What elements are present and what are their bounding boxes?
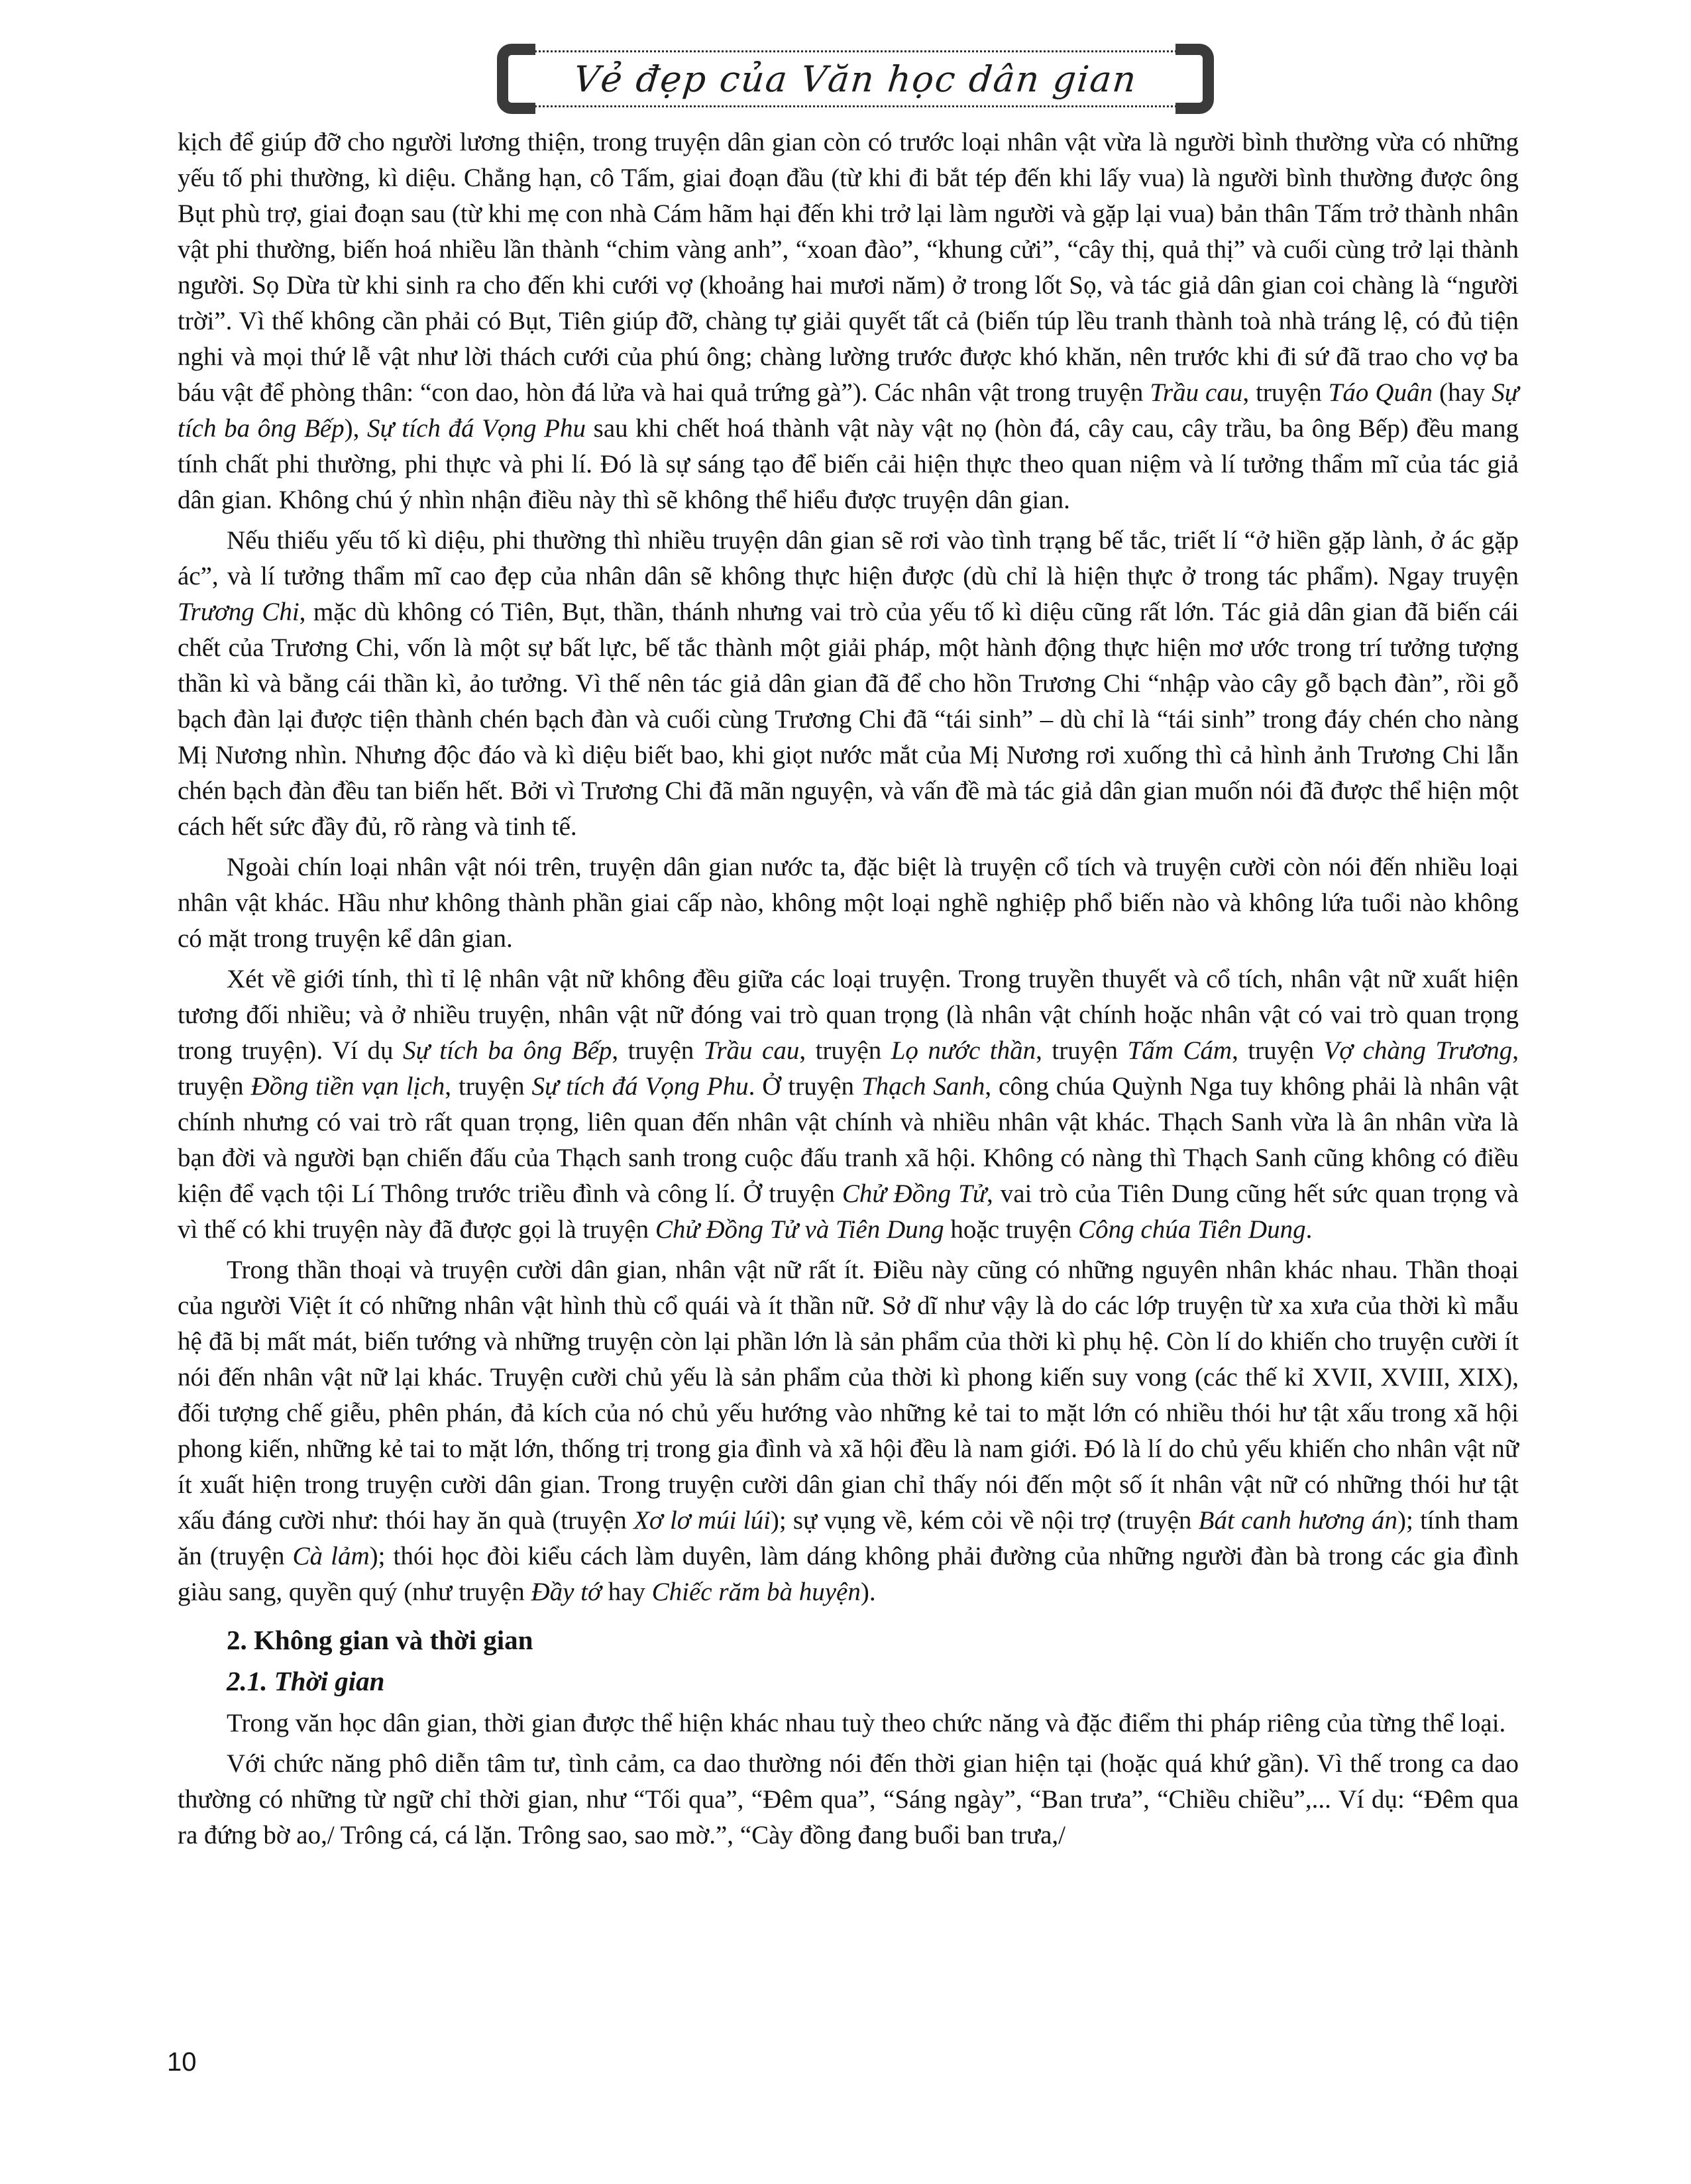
text-run: , mặc dù không có Tiên, Bụt, thần, thánh nhưng vai trò của yếu tố kì diệu cũng rất lớn. Tác giả dân gian đã biến cái chết của Trương Chi, vốn là một sự bất lực, bế tắc thành một giải pháp, một hành động thực hiện mơ ước trong trí tưởng tượng thần kì và bằng cái thần kì, ảo tưởng. Vì thế nên tác giả dân gian đã để cho hồn Trương Chi “nhập vào cây gỗ bạch đàn”, rồi gỗ bạch đàn lại được tiện thành chén bạch đàn và cuối cùng Trương Chi đã “tái sinh” – dù chỉ là “tái sinh” trong đáy chén cho nàng Mị Nương nhìn. Nhưng độc đáo và kì diệu biết bao, khi giọt nước mắt của Mị Nương rơi xuống thì cả hình ảnh Trương Chi lẫn chén bạch đàn đều tan biến hết. Bởi vì Trương Chi đã mãn nguyện, và vấn đề mà tác giả dân gian muốn nói đã được thể hiện một cách hết sức đầy đủ, rõ ràng và tinh tế. — [178, 598, 1519, 841]
story-title-italic: Đồng tiền vạn lịch — [250, 1072, 445, 1101]
paragraph — [178, 1746, 1519, 1853]
story-title-italic: Sự tích ba ông Bếp — [403, 1036, 612, 1065]
text-run: 2.1. Thời gian — [227, 1666, 385, 1696]
paragraph — [178, 1706, 1519, 1741]
text-run: 2. Không gian và thời gian — [227, 1625, 533, 1655]
text-run: Nếu thiếu yếu tố kì diệu, phi thường thì nhiều truyện dân gian sẽ rơi vào tình trạng bế tắc, triết lí “ở hiền gặp lành, ở ác gặp ác”, và lí tưởng thẩm mĩ cao đẹp của nhân dân sẽ không thực hiện được (dù chỉ là hiện thực ở trong tác phẩm). Ngay truyện — [178, 526, 1519, 590]
text-run: . Ở truyện — [748, 1072, 861, 1101]
text-run: ); thói học đòi kiểu cách làm duyên, làm dáng không phải đường của những người đàn bà trong các gia đình giàu sang, quyền quý (như truyện — [178, 1542, 1519, 1606]
story-title-italic: Trầu cau — [1150, 378, 1243, 407]
text-run: sau khi chết hoá thành vật này vật nọ (hòn đá, cây cau, cây trầu, ba ông Bếp) đều mang tính chất phi thường, phi thực và phi lí. Đó là sự sáng tạo để biến cải hiện thực theo quan niệm và lí tưởng thẩm mĩ của tác giả dân gian. Không chú ý nhìn nhận điều này thì sẽ không thể hiểu được truyện dân gian. — [178, 414, 1519, 514]
text-run: . — [1305, 1215, 1313, 1244]
text-run: Trong thần thoại và truyện cười dân gian, nhân vật nữ rất ít. Điều này cũng có những nguyên nhân khác nhau. Thần thoại của người Việt ít có những nhân vật hình thù cổ quái và ít thần nữ. Sở dĩ như vậy là do các lớp truyện từ xa xưa của thời kì mẫu hệ đã bị mất mát, biến tướng và những truyện còn lại phần lớn là sản phẩm của thời kì phụ hệ. Còn lí do khiến cho truyện cười ít nói đến nhân vật nữ lại khác. Truyện cười chủ yếu là sản phẩm của thời kì phong kiến suy vong (các thế kỉ XVII, XVIII, XIX), đối tượng chế giễu, phên phán, đả kích của nó chủ yếu hướng vào những kẻ tai to mặt lớn có nhiều thói hư tật xấu trong xã hội phong kiến, những kẻ tai to mặt lớn, thống trị trong gia đình và xã hội đều là nam giới. Đó là lí do chủ yếu khiến cho nhân vật nữ ít xuất hiện trong truyện cười dân gian. Trong truyện cười dân gian chỉ thấy nói đến một số ít nhân vật nữ có những thói hư tật xấu đáng cười như: thói hay ăn quà (truyện — [178, 1256, 1519, 1535]
story-title-italic: Sự tích đá Vọng Phu — [531, 1072, 749, 1101]
text-run: , truyện — [1242, 378, 1329, 407]
left-bracket-ornament — [497, 44, 535, 114]
running-head-title: Vẻ đẹp của Văn học dân gian — [571, 58, 1140, 100]
page-number: 10 — [167, 2048, 197, 2077]
story-title-italic: Tấm Cám — [1127, 1036, 1232, 1065]
document-body — [178, 125, 1519, 1853]
story-title-italic: Cà lảm — [292, 1542, 370, 1570]
story-title-italic: Đầy tớ — [531, 1578, 602, 1606]
story-title-italic: Chiếc răm bà huyện — [651, 1578, 861, 1606]
story-title-italic: Thạch Sanh — [861, 1072, 985, 1101]
text-run: , truyện — [1232, 1036, 1324, 1065]
text-run: ); sự vụng về, kém cỏi về nội trợ (truyện — [770, 1506, 1199, 1535]
text-run: (hay — [1433, 378, 1492, 407]
text-run: , công chúa Quỳnh Nga tuy không phải là nhân vật chính nhưng có vai trò rất quan trọng, liên quan đến nhân vật chính và nhiều nhân vật khác. Thạch Sanh vừa là ân nhân vừa là bạn đời và người bạn chiến đấu của Thạch sanh trong cuộc đấu tranh xã hội. Không có nàng thì Thạch Sanh cũng không có điều kiện để vạch tội Lí Thông trước triều đình và công lí. Ở truyện — [178, 1072, 1519, 1208]
text-run: ), — [344, 414, 367, 443]
story-title-italic: Trương Chi — [178, 598, 300, 626]
story-title-italic: Táo Quân — [1328, 378, 1433, 407]
heading2 — [178, 1663, 1519, 1699]
text-run: , vai trò của Tiên Dung cũng hết sức quan trọng và vì thế có khi truyện này đã được gọi là truyện — [178, 1179, 1519, 1244]
text-run: , truyện — [1036, 1036, 1128, 1065]
text-run: kịch để giúp đỡ cho người lương thiện, trong truyện dân gian còn có trước loại nhân vật vừa là người bình thường vừa có những yếu tố phi thường, kì diệu. Chẳng hạn, cô Tấm, giai đoạn đầu (từ khi đi bắt tép đến khi lấy vua) là người bình thường được ông Bụt phù trợ, giai đoạn sau (từ khi mẹ con nhà Cám hãm hại đến khi trở lại làm người và gặp lại vua) bản thân Tấm trở thành nhân vật phi thường, biến hoá nhiều lần thành “chim vàng anh”, “xoan đào”, “khung cửi”, “cây thị, quả thị” và cuối cùng trở lại thành người. Sọ Dừa từ khi sinh ra cho đến khi cưới vợ (khoảng hai mươi năm) ở trong lốt Sọ, và tác giả dân gian coi chàng là “người trời”. Vì thế không cần phải có Bụt, Tiên giúp đỡ, chàng tự giải quyết tất cả (biến túp lều tranh thành toà nhà tráng lệ, có đủ tiện nghi và mọi thứ lễ vật như lời thách cưới của phú ông; chàng lường trước được khó khăn, nên trước khi đi sứ đã trao cho vợ ba báu vật để phòng thân: “con dao, hòn đá lửa và hai quả trứng gà”). Các nhân vật trong truyện — [178, 128, 1519, 407]
text-run: hoặc truyện — [944, 1215, 1079, 1244]
paragraph — [178, 849, 1519, 957]
story-title-italic: Chử Đồng Tử và Tiên Dung — [655, 1215, 944, 1244]
story-title-italic: Trầu cau — [703, 1036, 800, 1065]
text-run: , truyện — [612, 1036, 704, 1065]
page-header-ornament — [506, 50, 1205, 107]
text-run: Với chức năng phô diễn tâm tư, tình cảm, ca dao thường nói đến thời gian hiện tại (hoặc quá khứ gần). Vì thế trong ca dao thường có những từ ngữ chỉ thời gian, như “Tối qua”, “Đêm qua”, “Sáng ngày”, “Ban trưa”, “Chiều chiều”,... Ví dụ: “Đêm qua ra đứng bờ ao,/ Trông cá, cá lặn. Trông sao, sao mờ.”, “Cày đồng đang buổi ban trưa,/ — [178, 1749, 1519, 1849]
text-run: , truyện — [178, 1036, 1519, 1101]
story-title-italic: Sự tích đá Vọng Phu — [366, 414, 586, 443]
story-title-italic: Xơ lơ múi lúi — [633, 1506, 771, 1535]
story-title-italic: Vợ chàng Trương — [1323, 1036, 1513, 1065]
text-run: Xét về giới tính, thì tỉ lệ nhân vật nữ không đều giữa các loại truyện. Trong truyền thuyết và cổ tích, nhân vật nữ xuất hiện tương đối nhiều; và ở nhiều truyện, nhân vật nữ đóng vai trò quan trọng (là nhân vật chính hoặc nhân vật có vai trò quan trọng trong truyện). Ví dụ — [178, 965, 1519, 1065]
text-run: , truyện — [445, 1072, 532, 1101]
heading1 — [178, 1622, 1519, 1658]
paragraph — [178, 1252, 1519, 1610]
story-title-italic: Chử Đồng Tử — [842, 1179, 987, 1208]
text-run: Trong văn học dân gian, thời gian được thể hiện khác nhau tuỳ theo chức năng và đặc điểm thi pháp riêng của từng thể loại. — [227, 1709, 1506, 1737]
story-title-italic: Công chúa Tiên Dung — [1078, 1215, 1306, 1244]
paragraph — [178, 523, 1519, 845]
story-title-italic: Bát canh hương án — [1198, 1506, 1397, 1535]
paragraph — [178, 125, 1519, 518]
text-run: ); tính tham ăn (truyện — [178, 1506, 1519, 1570]
story-title-italic: Lọ nước thần — [891, 1036, 1036, 1065]
story-title-italic: Sự tích ba ông Bếp — [178, 378, 1519, 443]
text-run: ). — [860, 1578, 876, 1606]
paragraph — [178, 961, 1519, 1248]
text-run: Ngoài chín loại nhân vật nói trên, truyện dân gian nước ta, đặc biệt là truyện cổ tích và truyện cười còn nói đến nhiều loại nhân vật khác. Hầu như không thành phần giai cấp nào, không một loại nghề nghiệp phổ biến nào và không lứa tuổi nào không có mặt trong truyện kể dân gian. — [178, 853, 1519, 953]
text-run: , truyện — [799, 1036, 891, 1065]
text-run: hay — [601, 1578, 652, 1606]
right-bracket-ornament — [1175, 44, 1214, 114]
